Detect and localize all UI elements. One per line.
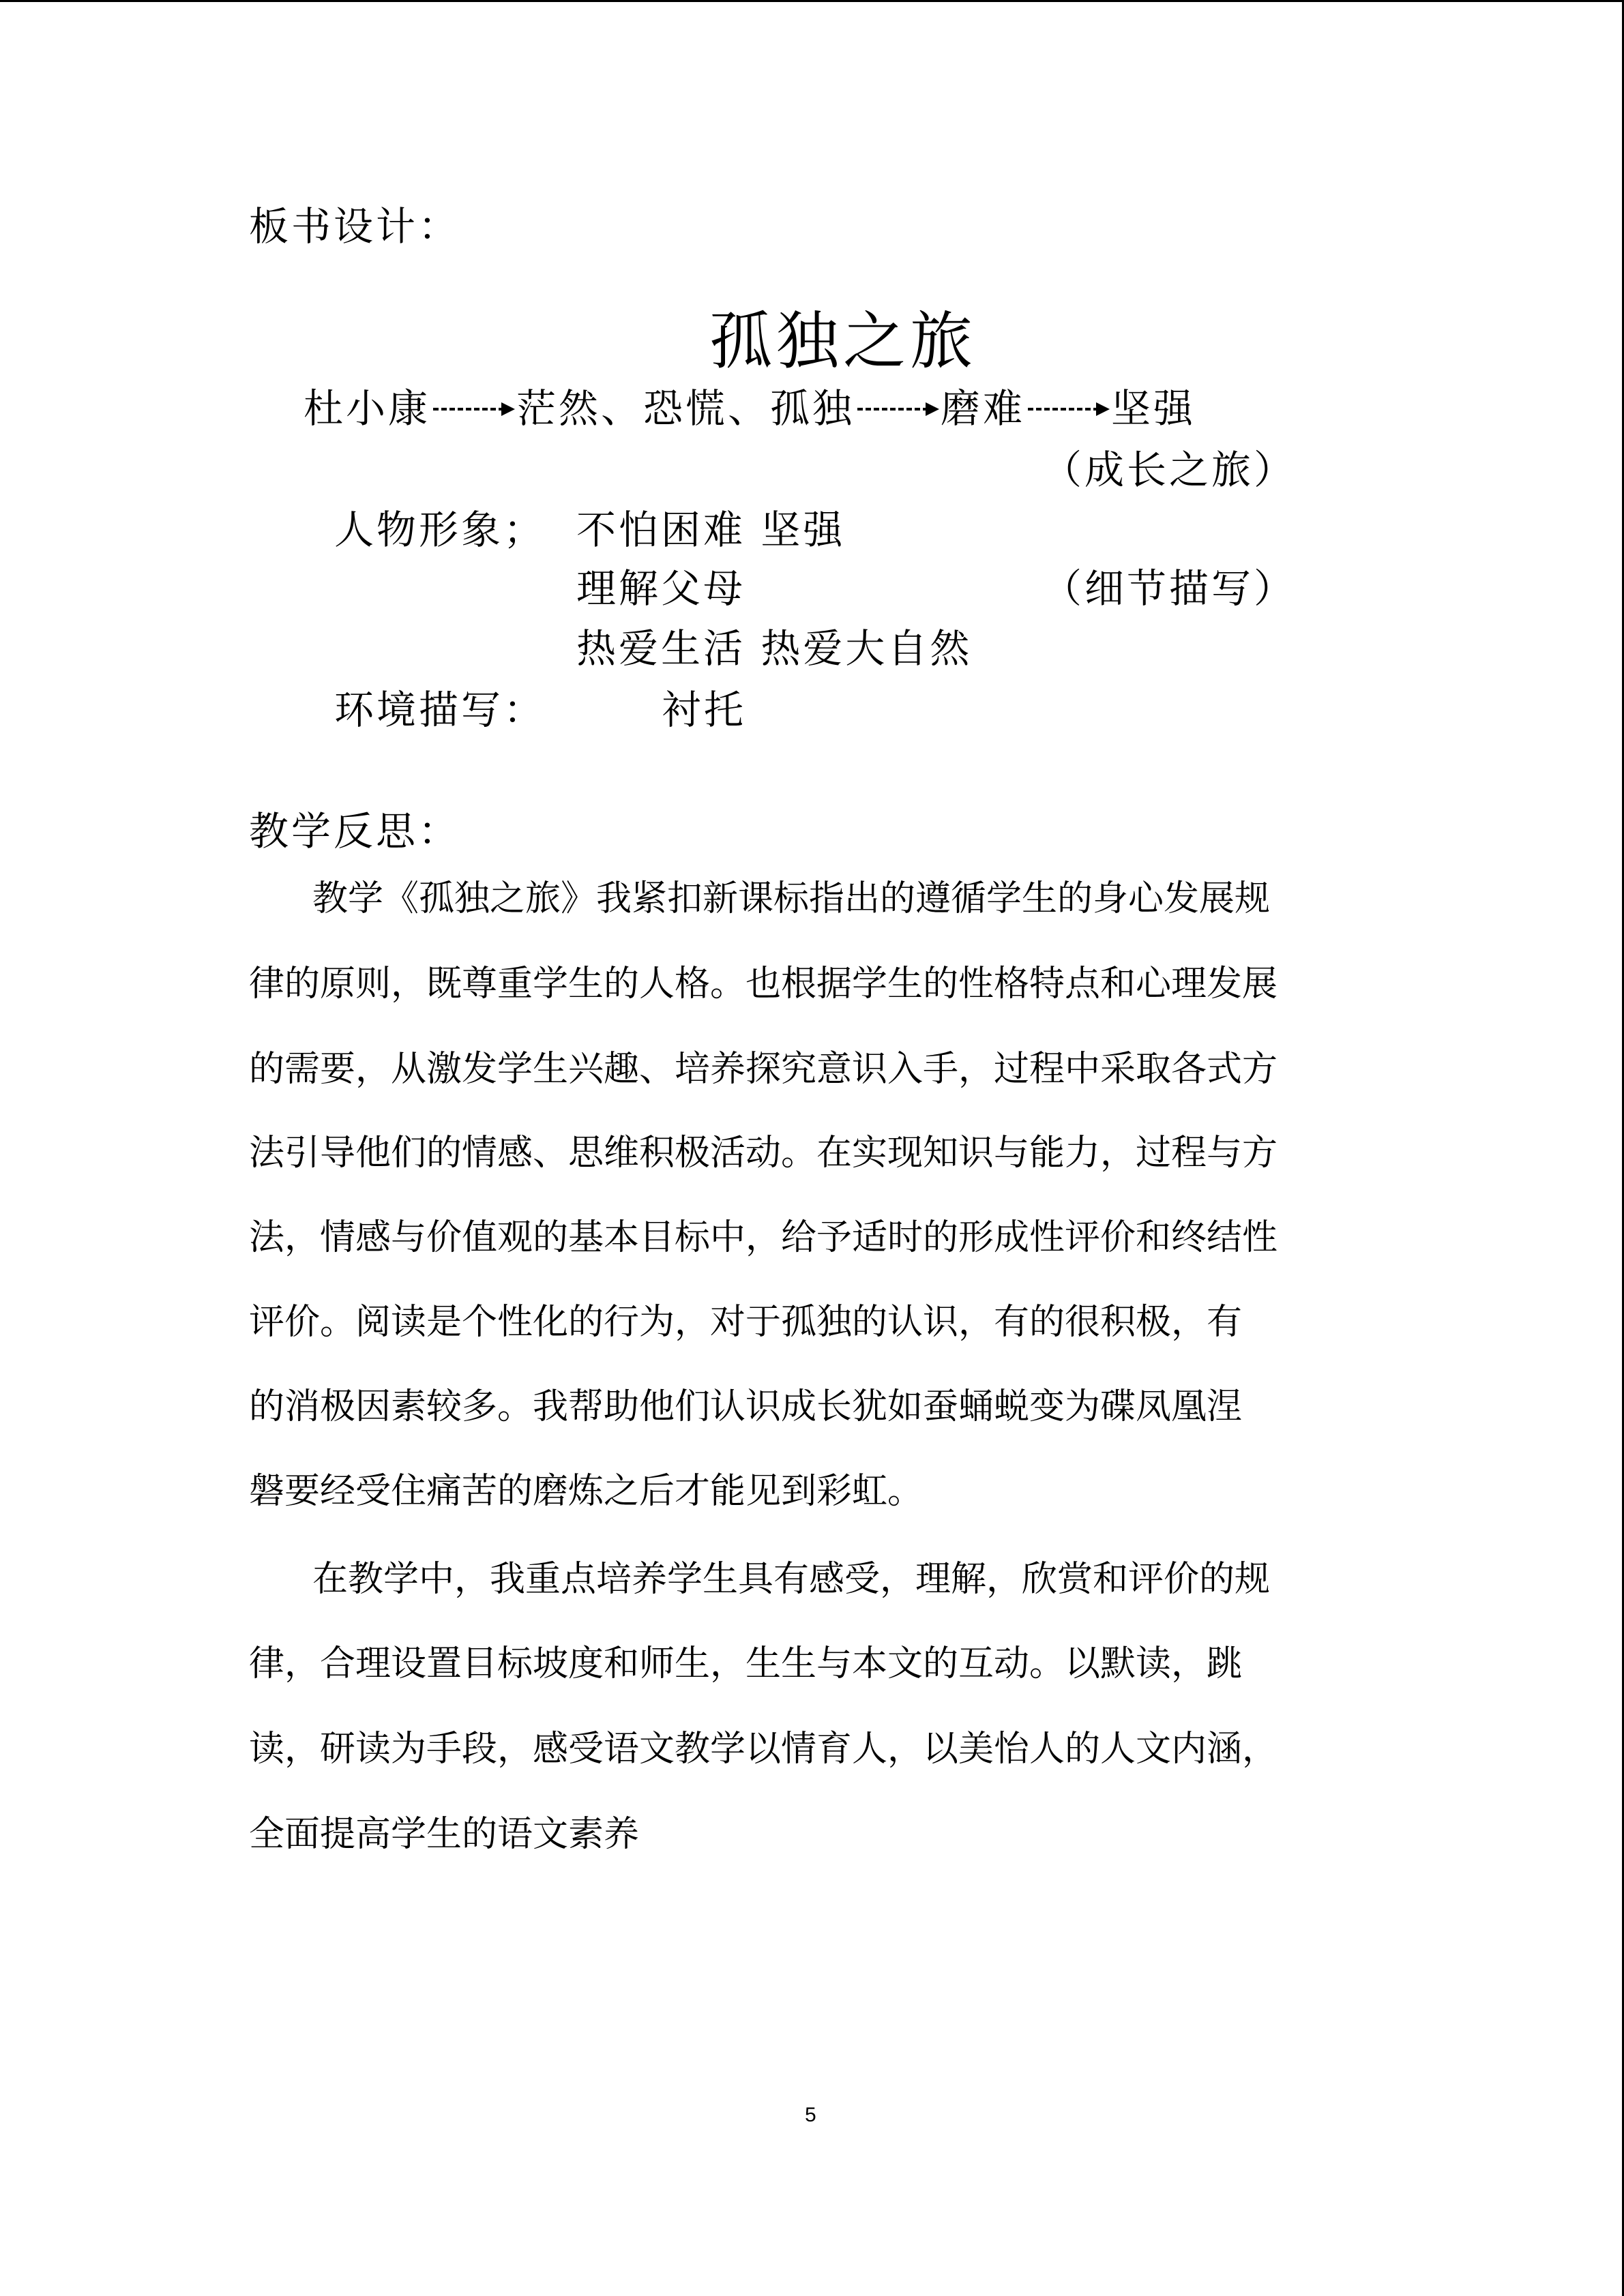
flow-item-3: 磨难: [941, 385, 1026, 432]
character-label: 人物形象；: [334, 507, 546, 553]
dashed-arrow-icon: [430, 389, 516, 428]
flow-line: [304, 385, 1196, 432]
reflection-heading: 教学反思：: [249, 808, 461, 854]
paragraph1-line-1: 教学《孤独之旅》我紧扣新课标指出的遵循学生的身心发展规: [312, 878, 1271, 919]
dashed-arrow-icon: [1025, 389, 1111, 428]
board-design-heading: 板书设计：: [249, 203, 461, 250]
detail-description-note: （细节描写）: [1042, 565, 1297, 612]
character-line-1: 不怕困难 坚强: [576, 507, 846, 553]
dashed-arrow-icon: [855, 389, 941, 428]
paragraph1-line-6: 评价。阅读是个性化的行为，对于孤独的认识，有的很积极，有: [249, 1302, 1243, 1343]
growth-journey-note: （成长之旅）: [1042, 447, 1297, 493]
flow-item-1: 杜小康: [304, 385, 431, 432]
page-number: 5: [805, 2104, 816, 2126]
paragraph1-line-5: 法，情感与价值观的基本目标中，给予适时的形成性评价和终结性: [249, 1217, 1278, 1258]
paragraph1-line-7: 的消极因素较多。我帮助他们认识成长犹如蚕蛹蜕变为碟凤凰涅: [249, 1386, 1243, 1427]
paragraph2-line-3: 读，研读为手段，感受语文教学以情育人，以美怡人的人文内涵，: [249, 1729, 1278, 1770]
flow-item-2: 茫然、恐慌、孤独: [516, 385, 855, 432]
paragraph1-line-4: 法引导他们的情感、思维积极活动。在实现知识与能力，过程与方: [249, 1133, 1278, 1174]
paragraph1-line-2: 律的原则，既尊重学生的人格。也根据学生的性格特点和心理发展: [249, 964, 1278, 1004]
environment-value: 衬托: [662, 687, 747, 733]
environment-label: 环境描写：: [334, 687, 546, 733]
flow-item-4: 坚强: [1111, 385, 1196, 432]
paragraph1-line-8: 磐要经受住痛苦的磨炼之后才能见到彩虹。: [249, 1471, 924, 1512]
paragraph1-line-3: 的需要，从激发学生兴趣、培养探究意识入手，过程中采取各式方: [249, 1049, 1278, 1090]
paragraph2-line-1: 在教学中，我重点培养学生具有感受，理解，欣赏和评价的规: [312, 1559, 1271, 1600]
paragraph2-line-2: 律，合理设置目标坡度和师生，生生与本文的互动。以默读，跳: [249, 1643, 1243, 1684]
board-title: 孤独之旅: [709, 305, 977, 378]
character-line-2: 理解父母: [576, 565, 746, 612]
paragraph2-line-4: 全面提高学生的语文素养: [249, 1814, 640, 1855]
character-line-3: 热爱生活 热爱大自然: [576, 625, 973, 672]
